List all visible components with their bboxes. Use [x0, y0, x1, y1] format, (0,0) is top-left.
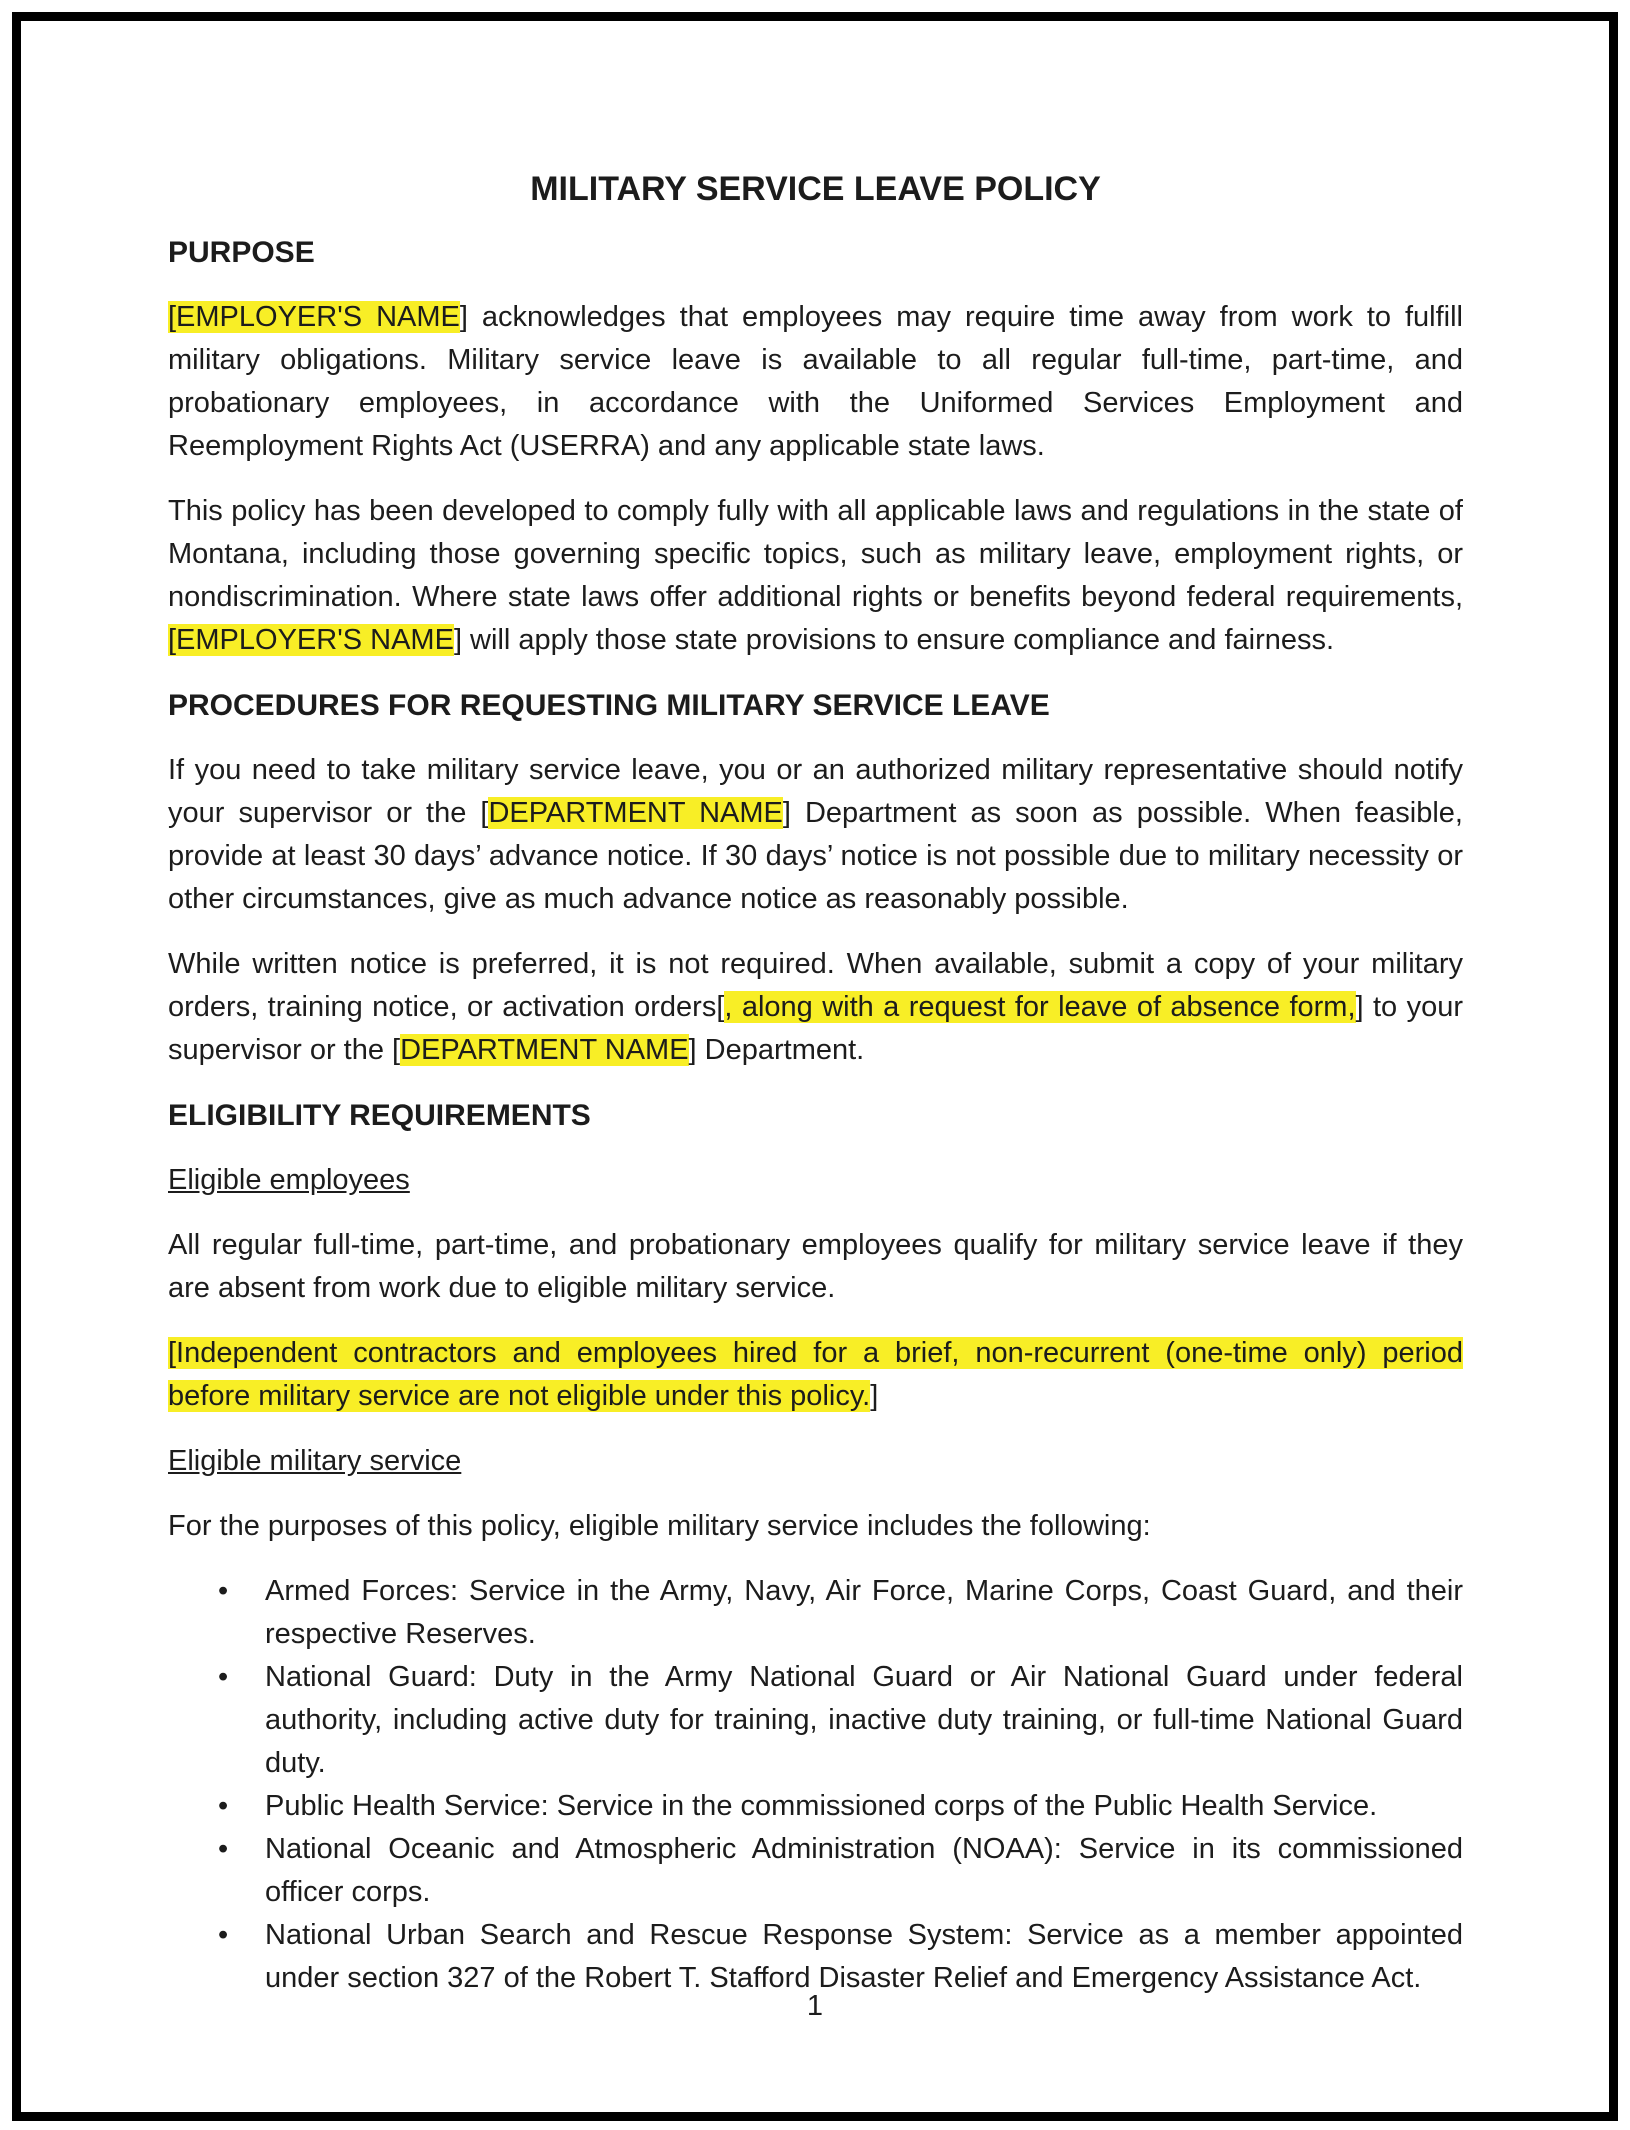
page-number: 1: [806, 1990, 824, 2022]
paragraph-procedures-1: [168, 749, 1463, 921]
paragraph-eligible-employees-1: [168, 1224, 1463, 1310]
body-text: While written notice is preferred, it is not required. When available, submit a copy of your military orders, training notice, or activation orders[: [168, 948, 1463, 1023]
body-text: ]: [870, 1380, 879, 1412]
subheading-eligible-military-service: Eligible military service: [168, 1445, 462, 1477]
heading-eligibility: ELIGIBILITY REQUIREMENTS: [168, 1099, 591, 1132]
subheading-eligible-employees: Eligible employees: [168, 1164, 410, 1196]
body-text: This policy has been developed to comply fully with all applicable laws and regulations in the state of Montana, including those governing specific topics, such as military leave, employment rights, or nondiscrimination. Where state laws offer additional rights or benefits beyond federal requirements,: [168, 495, 1463, 613]
heading-procedures: PROCEDURES FOR REQUESTING MILITARY SERVICE LEAVE: [168, 689, 1050, 722]
highlighted-text: DEPARTMENT NAME: [400, 1034, 689, 1066]
paragraph-procedures-2: [168, 943, 1463, 1072]
highlighted-text: [EMPLOYER'S NAME: [168, 624, 454, 656]
body-text: ] Department.: [688, 1034, 865, 1066]
highlighted-text: [EMPLOYER'S NAME: [168, 301, 460, 333]
paragraph-purpose-2: [168, 490, 1463, 662]
body-text: All regular full-time, part-time, and probationary employees qualify for military service leave if they are absent from work due to eligible military service.: [168, 1229, 1463, 1304]
bullet-item: • National Oceanic and Atmospheric Administration (NOAA): Service in its commissioned officer corps.: [265, 1828, 1463, 1914]
bullet-item: • Armed Forces: Service in the Army, Navy, Air Force, Marine Corps, Coast Guard, and their respective Reserves.: [265, 1570, 1463, 1656]
highlighted-text: [Independent contractors and employees hired for a brief, non-recurrent (one-time only) period before military service are not eligible under this policy.: [168, 1337, 1463, 1412]
paragraph-eligible-employees-2: [168, 1332, 1463, 1418]
body-text: ] Department as soon as possible. When feasible, provide at least 30 days’ advance notice. If 30 days’ notice is not possible due to military necessity or other circumstances, give as much advance notice as reasonably possible.: [168, 797, 1463, 915]
body-text: ] to your supervisor or the [: [168, 991, 1463, 1066]
document-title: MILITARY SERVICE LEAVE POLICY: [530, 170, 1101, 208]
paragraph-purpose-1: [168, 296, 1463, 468]
highlighted-text: DEPARTMENT NAME: [488, 797, 783, 829]
bullet-item: • National Urban Search and Rescue Response System: Service as a member appointed under section 327 of the Robert T. Stafford Disaster Relief and Emergency Assistance Act.: [265, 1914, 1463, 2000]
document-content: [21, 21, 1609, 2022]
heading-purpose: PURPOSE: [168, 236, 315, 269]
bullet-item: • Public Health Service: Service in the commissioned corps of the Public Health Service.: [265, 1785, 1463, 1828]
body-text: ] acknowledges that employees may require time away from work to fulfill military obligations. Military service leave is available to all regular full-time, part-time, and probationary employees, in accordance with the Uniformed Services Employment and Reemployment Rights Act (USERRA) and any applicable state laws.: [168, 301, 1463, 462]
body-text: If you need to take military service leave, you or an authorized military representative should notify your supervisor or the [: [168, 754, 1463, 829]
body-text: For the purposes of this policy, eligible military service includes the following:: [168, 1510, 1151, 1542]
eligible-service-list: [168, 1570, 1463, 2000]
body-text: ] will apply those state provisions to ensure compliance and fairness.: [453, 624, 1335, 656]
paragraph-eligible-military-service-intro: [168, 1505, 1463, 1548]
highlighted-text: , along with a request for leave of absence form,: [724, 991, 1356, 1023]
bullet-item: • National Guard: Duty in the Army National Guard or Air National Guard under federal authority, including active duty for training, inactive duty training, or full-time National Guard duty.: [265, 1656, 1463, 1785]
